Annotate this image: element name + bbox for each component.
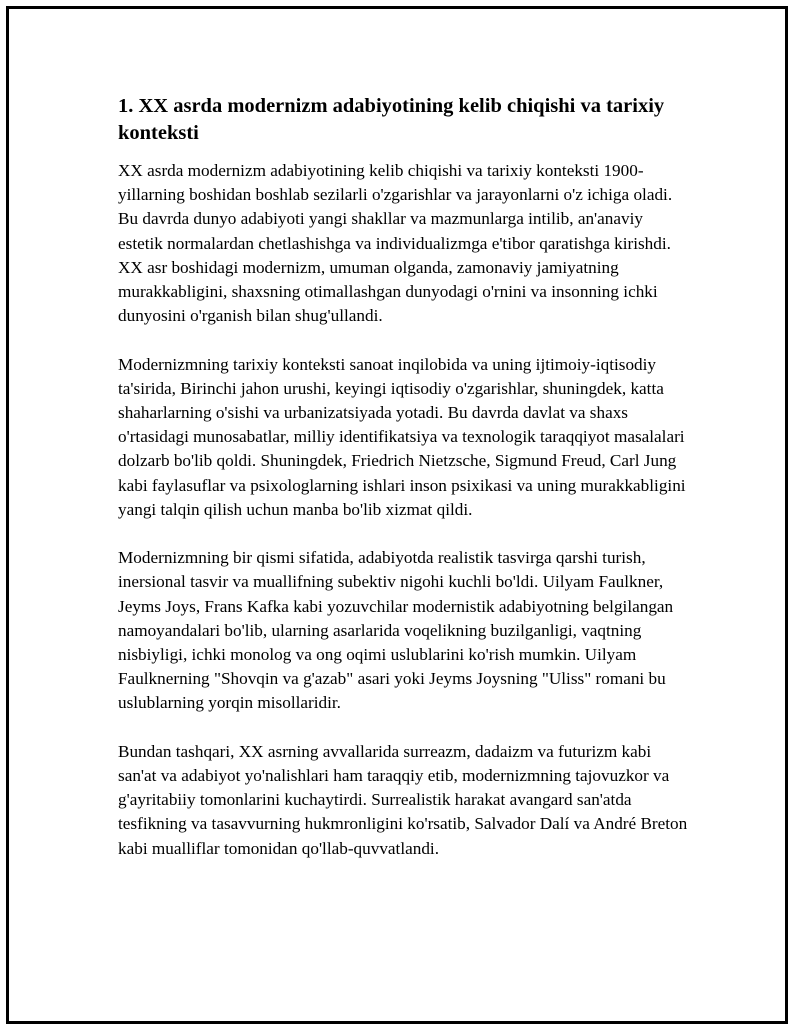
- section-heading: 1. XX asrda modernizm adabiyotining kelib chiqishi va tarixiy konteksti: [118, 95, 665, 144]
- paragraph-4: Bundan tashqari, XX asrning avvallarida surreazm, dadaizm va futurizm kabi san'at va adabiyot yo'nalishlari ham taraqqiy etib, modernizmning tajovuzkor va g'ayritabiiy tomonlarini kuchaytirdi. Surrealistik harakat avangard san'atda tesfikning va tasavvurning hukmronligini ko'rsatib, Salvador Dalí va André Breton kabi mualliflar tomonidan qo'llab-quvvatlandi.: [118, 741, 688, 858]
- paragraph-1: XX asrda modernizm adabiyotining kelib chiqishi va tarixiy konteksti 1900-yillarning boshidan boshlab sezilarli o'zgarishlar va jarayonlarni o'z ichiga oladi. Bu davrda dunyo adabiyoti yangi shakllar va mazmunlarga intilib, an'anaviy estetik normalardan chetlashishga va individualizmga e'tibor qaratishga kirishdi. XX asr boshidagi modernizm, umuman olganda, zamonaviy jamiyatning murakkabligini, shaxsning otimallashgan dunyodagi o'rnini va insonning ichki dunyosini o'rganish bilan shug'ullandi.: [118, 161, 673, 326]
- paragraph-2: Modernizmning tarixiy konteksti sanoat inqilobida va uning ijtimoiy-iqtisodiy ta'sirida, Birinchi jahon urushi, keyingi iqtisodiy o'zgarishlar, shuningdek, katta shaharlarning o'sishi va urbanizatsiyada yotadi. Bu davrda davlat va shaxs o'rtasidagi munosabatlar, milliy identifikatsiya va texnologik taraqqiyot masalalari dolzarb bo'lib qoldi. Shuningdek, Friedrich Nietzsche, Sigmund Freud, Carl Jung kabi faylasuflar va psixologlarning ishlari inson psixikasi va uning murakkabligini yangi talqin qilish uchun manba bo'lib xizmat qildi.: [118, 354, 686, 519]
- paragraph-3: Modernizmning bir qismi sifatida, adabiyotda realistik tasvirga qarshi turish, inersional tasvir va muallifning subektiv nigohi kuchli bo'ldi. Uilyam Faulkner, Jeyms Joys, Frans Kafka kabi yozuvchilar modernistik adabiyotning belgilangan namoyandalari bo'lib, ularning asarlarida voqelikning buzilganligi, vaqtning nisbiyligi, ichki monolog va ong oqimi uslublarini ko'rish mumkin. Uilyam Faulknerning "Shovqin va g'azab" asari yoki Jeyms Joysning "Uliss" romani bu uslublarning yorqin misollaridir.: [118, 548, 674, 713]
- document-body: [118, 93, 690, 885]
